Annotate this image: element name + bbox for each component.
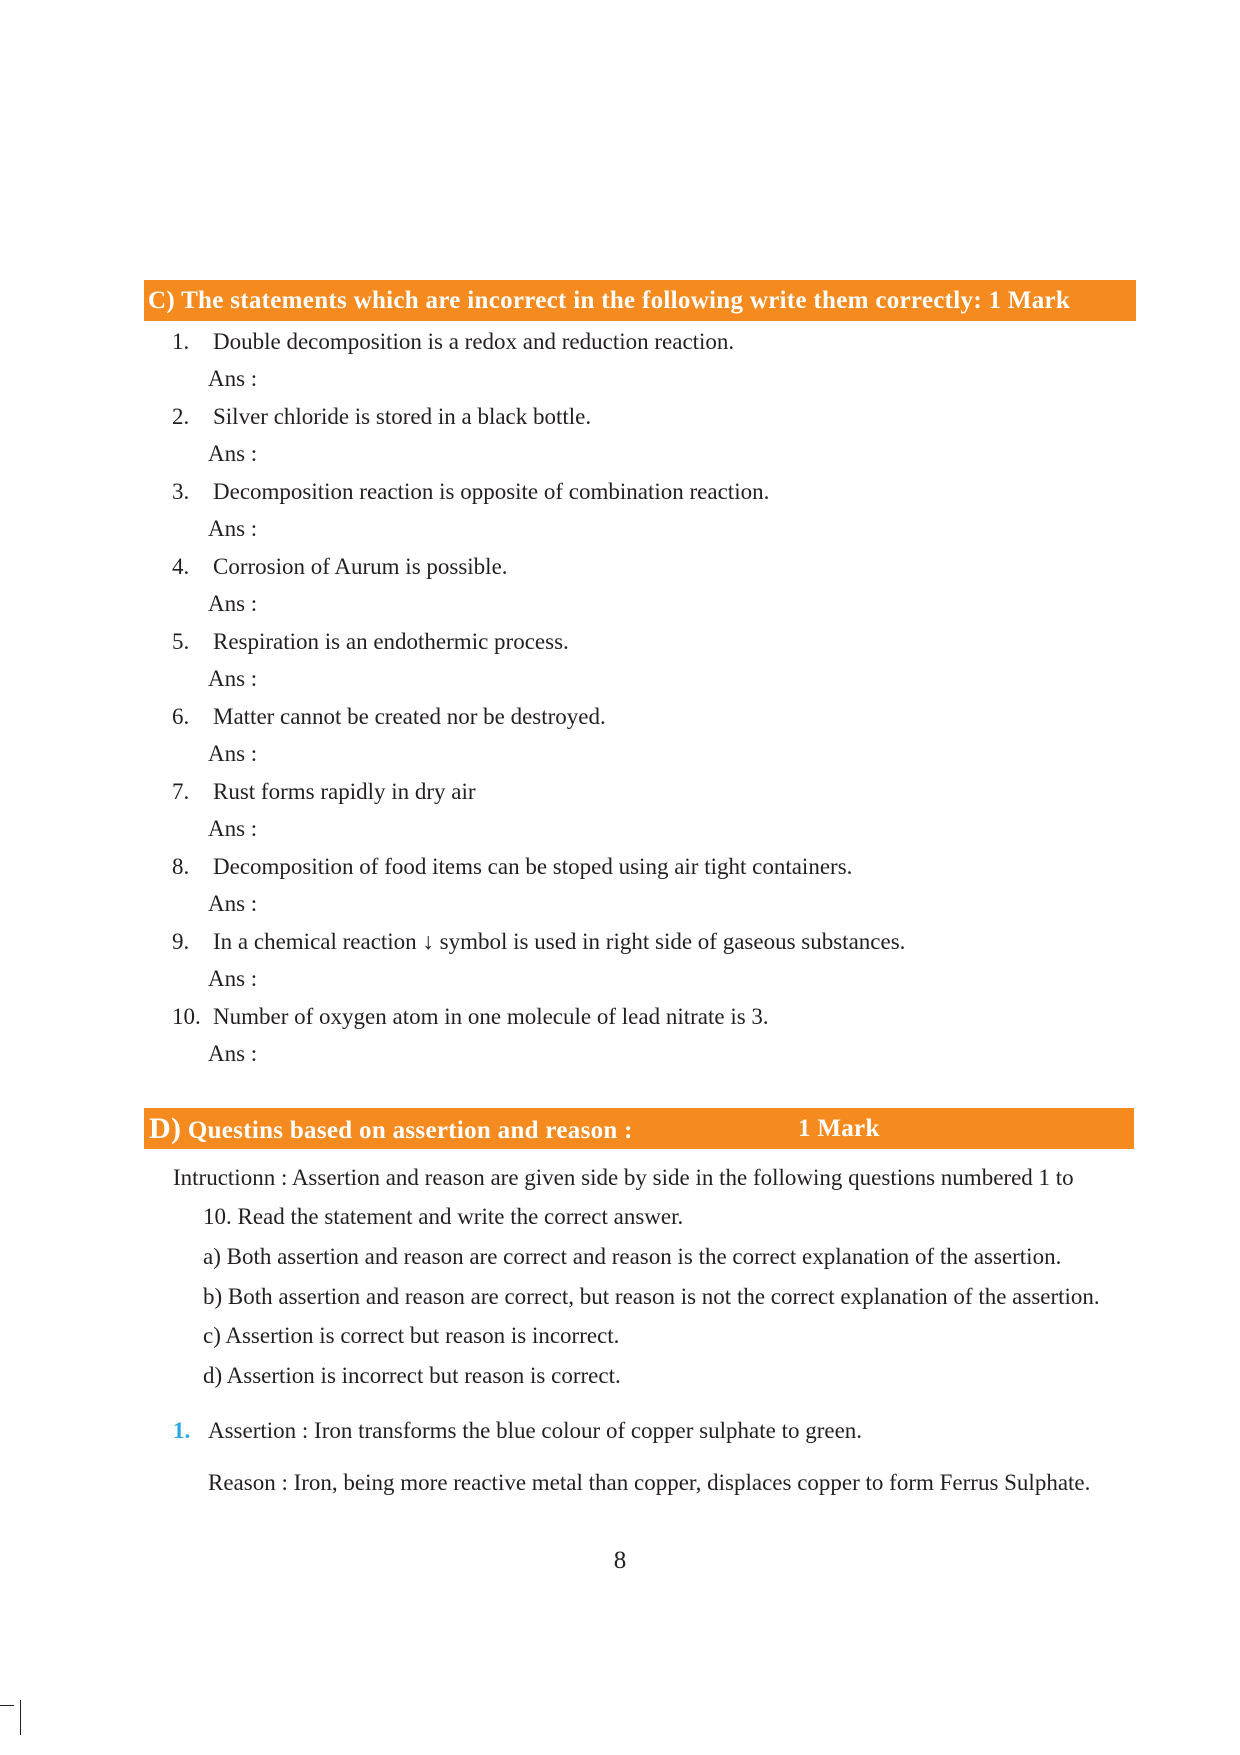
question-number: 3. — [172, 479, 190, 504]
crop-mark-vertical — [20, 1700, 21, 1735]
answer-label: Ans : — [208, 741, 258, 766]
reason-text: Reason : Iron, being more reactive metal than copper, displaces copper to form Ferrus Sulphate. — [208, 1470, 1091, 1495]
list-item — [0, 551, 1240, 626]
instruction-line-2: 10. Read the statement and write the correct answer. — [203, 1204, 684, 1229]
question-text: Double decomposition is a redox and reduction reaction. — [213, 329, 735, 354]
list-item — [0, 401, 1240, 476]
question-text: Respiration is an endothermic process. — [213, 629, 569, 654]
question-text: Silver chloride is stored in a black bottle. — [213, 404, 592, 429]
list-item — [0, 851, 1240, 926]
assertion-text: Assertion : Iron transforms the blue colour of copper sulphate to green. — [208, 1418, 863, 1443]
option-a: a) Both assertion and reason are correct and reason is the correct explanation of the assertion. — [203, 1244, 1062, 1269]
list-item — [0, 1001, 1240, 1076]
list-item — [0, 701, 1240, 776]
question-number: 10. — [172, 1004, 201, 1029]
instruction-line-1: Intructionn : Assertion and reason are given side by side in the following questions numbered 1 to — [173, 1165, 1074, 1190]
question-text: Decomposition reaction is opposite of combination reaction. — [213, 479, 770, 504]
question-number: 8. — [172, 854, 190, 879]
list-item — [0, 776, 1240, 851]
option-b: b) Both assertion and reason are correct, but reason is not the correct explanation of the assertion. — [203, 1283, 1100, 1309]
question-number: 4. — [172, 554, 190, 579]
option-c: c) Assertion is correct but reason is incorrect. — [203, 1323, 620, 1348]
answer-label: Ans : — [208, 816, 258, 841]
answer-label: Ans : — [208, 966, 258, 991]
question-text: Matter cannot be created nor be destroyed. — [213, 704, 606, 729]
list-item — [0, 476, 1240, 551]
question-text: Decomposition of food items can be stoped using air tight containers. — [213, 854, 853, 879]
answer-label: Ans : — [208, 891, 258, 916]
list-item — [0, 926, 1240, 1001]
question-text: Number of oxygen atom in one molecule of lead nitrate is 3. — [213, 1004, 769, 1029]
question-number: 1. — [172, 329, 190, 354]
question-number: 2. — [172, 404, 190, 429]
page-number: 8 — [613, 1547, 627, 1574]
section-d-mark: 1 Mark — [798, 1115, 880, 1142]
question-text: Corrosion of Aurum is possible. — [213, 554, 508, 579]
option-d: d) Assertion is incorrect but reason is correct. — [203, 1362, 621, 1388]
answer-label: Ans : — [208, 591, 258, 616]
list-item — [0, 626, 1240, 701]
assertion-number: 1. — [173, 1418, 191, 1443]
crop-mark-horizontal — [0, 1705, 14, 1706]
question-number: 6. — [172, 704, 190, 729]
question-number: 5. — [172, 629, 190, 654]
answer-options — [203, 1241, 1100, 1399]
answer-label: Ans : — [208, 1041, 258, 1066]
question-number: 7. — [172, 779, 190, 804]
section-d-letter: D) — [149, 1112, 182, 1145]
answer-label: Ans : — [208, 366, 258, 391]
section-c-question-list — [0, 326, 1240, 1076]
section-c-heading: C) The statements which are incorrect in the following write them correctly: 1 Mark — [144, 280, 1136, 321]
question-text: Rust forms rapidly in dry air — [213, 779, 476, 804]
answer-label: Ans : — [208, 441, 258, 466]
answer-label: Ans : — [208, 516, 258, 541]
list-item — [0, 326, 1240, 401]
section-d-title: Questins based on assertion and reason : — [187, 1117, 633, 1144]
section-d-heading — [144, 1108, 1134, 1149]
answer-label: Ans : — [208, 666, 258, 691]
question-number: 9. — [172, 929, 190, 954]
question-text: In a chemical reaction ↓ symbol is used in right side of gaseous substances. — [213, 929, 906, 954]
